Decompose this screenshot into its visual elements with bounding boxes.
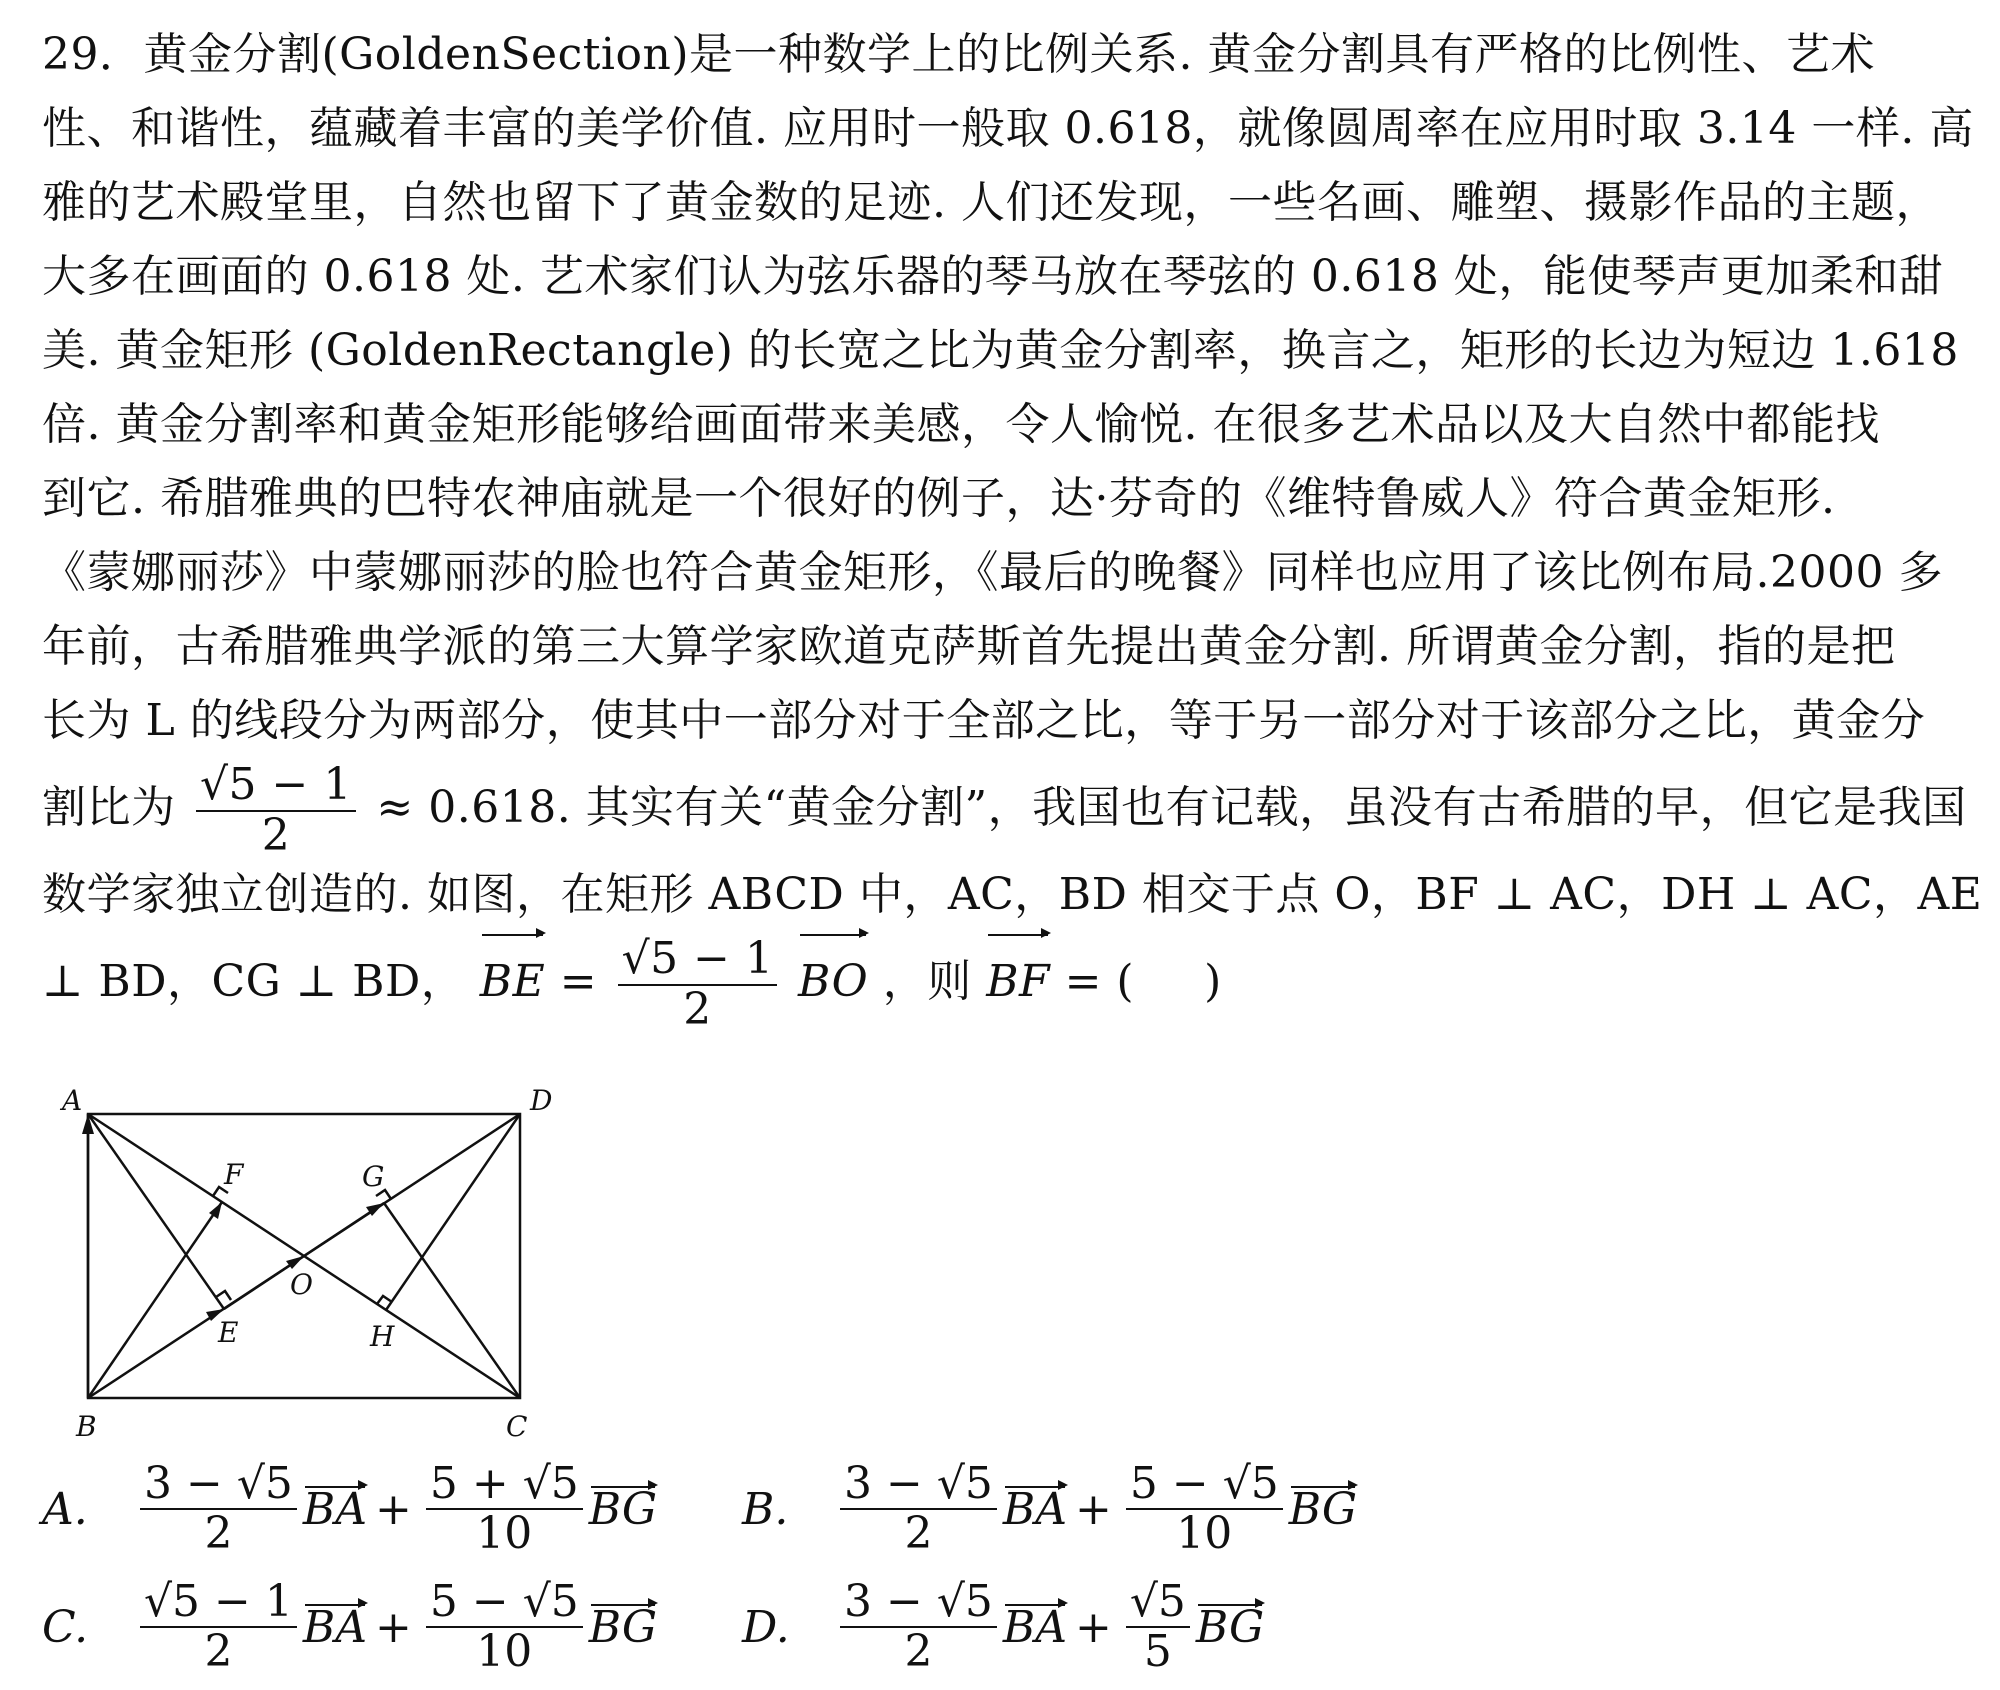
- question-prefix: ⊥ BD，CG ⊥ BD，: [42, 956, 466, 1007]
- answer-open: = (: [1064, 956, 1135, 1007]
- golden-ratio-suffix: ≈ 0.618. 其实有关“黄金分割”，我国也有记载，虽没有古希腊的早，但它是我国: [376, 782, 1967, 833]
- plus-sign: +: [374, 1483, 412, 1535]
- problem-line: 性、和谐性，蕴藏着丰富的美学价值. 应用时一般取 0.618，就像圆周率在应用时取 3.14 一样. 高: [42, 103, 1974, 154]
- equals-sign: =: [559, 956, 598, 1007]
- vector-bg: BG: [1288, 1483, 1358, 1535]
- option-fraction: [426, 1575, 583, 1677]
- fraction-denominator: 10: [1176, 1508, 1233, 1559]
- option-label: C.: [42, 1601, 89, 1653]
- label-d: D: [530, 1084, 553, 1117]
- fraction-numerator: √5 − 1: [140, 1578, 297, 1628]
- question-fraction: [618, 935, 778, 1034]
- option-fraction: [426, 1457, 583, 1559]
- fraction-denominator: 2: [261, 809, 291, 861]
- vector-ba: BA: [302, 1601, 367, 1653]
- vector-bf: BF: [986, 932, 1050, 1032]
- option-fraction: [140, 1575, 297, 1677]
- vector-ba: BA: [302, 1483, 367, 1535]
- option-b[interactable]: [742, 1457, 1442, 1559]
- fraction-numerator: 3 − √5: [840, 1578, 997, 1628]
- golden-ratio-fraction: [196, 761, 356, 860]
- fraction-denominator: 10: [476, 1508, 533, 1559]
- fraction-denominator: 2: [683, 983, 712, 1035]
- vector-ba: BA: [1002, 1483, 1067, 1535]
- fraction-numerator: 5 − √5: [426, 1578, 583, 1628]
- answer-options: [42, 1450, 1442, 1686]
- fraction-numerator: √5: [1126, 1578, 1190, 1628]
- problem-line-golden-ratio: [42, 758, 1977, 861]
- problem-line: 美. 黄金矩形 (GoldenRectangle) 的长宽之比为黄金分割率，换言之，矩形的长边为短边 1.618: [42, 325, 1959, 376]
- problem-line: 大多在画面的 0.618 处. 艺术家们认为弦乐器的琴马放在琴弦的 0.618 处，能使琴声更加柔和甜: [42, 251, 1944, 302]
- option-c[interactable]: [42, 1575, 742, 1677]
- label-g: G: [362, 1160, 385, 1193]
- label-c: C: [506, 1410, 528, 1440]
- fraction-denominator: 5: [1143, 1626, 1172, 1677]
- problem-line-question: [42, 932, 1977, 1035]
- label-a: A: [62, 1084, 83, 1117]
- label-e: E: [218, 1316, 239, 1349]
- fraction-denominator: 10: [476, 1626, 533, 1677]
- vector-bo: BO: [798, 932, 868, 1032]
- fraction-denominator: 2: [904, 1626, 933, 1677]
- option-label: D.: [742, 1601, 790, 1653]
- option-fraction: [840, 1575, 997, 1677]
- option-a[interactable]: [42, 1457, 742, 1559]
- plus-sign: +: [374, 1601, 412, 1653]
- question-then: ，则: [882, 956, 972, 1007]
- problem-line: 雅的艺术殿堂里，自然也留下了黄金数的足迹. 人们还发现，一些名画、雕塑、摄影作品的主题，: [42, 177, 1940, 228]
- problem-line: 《蒙娜丽莎》中蒙娜丽莎的脸也符合黄金矩形，《最后的晚餐》同样也应用了该比例布局.2000 多: [42, 547, 1943, 598]
- problem-line: 长为 L 的线段分为两部分，使其中一部分对于全部之比，等于另一部分对于该部分之比，黄金分: [42, 695, 1926, 746]
- problem-line: 年前，古希腊雅典学派的第三大算学家欧道克萨斯首先提出黄金分割. 所谓黄金分割，指的是把: [42, 621, 1896, 672]
- problem-line: 29．黄金分割(GoldenSection)是一种数学上的比例关系. 黄金分割具有严格的比例性、艺术: [42, 29, 1875, 80]
- label-b: B: [76, 1410, 97, 1440]
- option-d[interactable]: [742, 1575, 1442, 1677]
- fraction-numerator: √5 − 1: [618, 935, 778, 985]
- label-h: H: [370, 1320, 395, 1353]
- option-fraction: [1126, 1575, 1190, 1677]
- segment-dh: [386, 1114, 520, 1310]
- option-fraction: [1126, 1457, 1283, 1559]
- option-fraction: [140, 1457, 297, 1559]
- problem-line: 到它. 希腊雅典的巴特农神庙就是一个很好的例子，达·芬奇的《维特鲁威人》符合黄金矩形.: [42, 473, 1836, 524]
- vector-ba: BA: [1002, 1601, 1067, 1653]
- golden-ratio-prefix: 割比为: [42, 782, 176, 833]
- segment-bf: [88, 1202, 222, 1398]
- fraction-denominator: 2: [204, 1508, 233, 1559]
- vector-bg: BG: [588, 1483, 658, 1535]
- plus-sign: +: [1074, 1483, 1112, 1535]
- option-label: A.: [42, 1483, 88, 1535]
- options-row: [42, 1450, 1442, 1568]
- vector-bg: BG: [1195, 1601, 1265, 1653]
- vector-bg: BG: [588, 1601, 658, 1653]
- label-o: O: [290, 1268, 313, 1301]
- fraction-denominator: 2: [204, 1626, 233, 1677]
- rectangle-figure: [50, 1080, 590, 1440]
- problem-line: 数学家独立创造的. 如图，在矩形 ABCD 中，AC，BD 相交于点 O，BF ⊥ AC，DH ⊥ AC，AE: [42, 869, 1983, 920]
- fraction-numerator: 5 − √5: [1126, 1460, 1283, 1510]
- answer-close: ): [1204, 956, 1222, 1007]
- problem-line: 倍. 黄金分割率和黄金矩形能够给画面带来美感，令人愉悦. 在很多艺术品以及大自然中都能找: [42, 399, 1880, 450]
- segment-cg: [384, 1203, 520, 1398]
- options-row: [42, 1568, 1442, 1686]
- vector-be: BE: [480, 932, 545, 1032]
- segment-ae: [88, 1114, 224, 1309]
- fraction-numerator: 5 + √5: [426, 1460, 583, 1510]
- fraction-numerator: 3 − √5: [140, 1460, 297, 1510]
- fraction-denominator: 2: [904, 1508, 933, 1559]
- fraction-numerator: 3 − √5: [840, 1460, 997, 1510]
- option-fraction: [840, 1457, 997, 1559]
- problem-text: [42, 18, 1983, 1035]
- label-f: F: [224, 1158, 244, 1191]
- plus-sign: +: [1074, 1601, 1112, 1653]
- fraction-numerator: √5 − 1: [196, 761, 356, 811]
- option-label: B.: [742, 1483, 789, 1535]
